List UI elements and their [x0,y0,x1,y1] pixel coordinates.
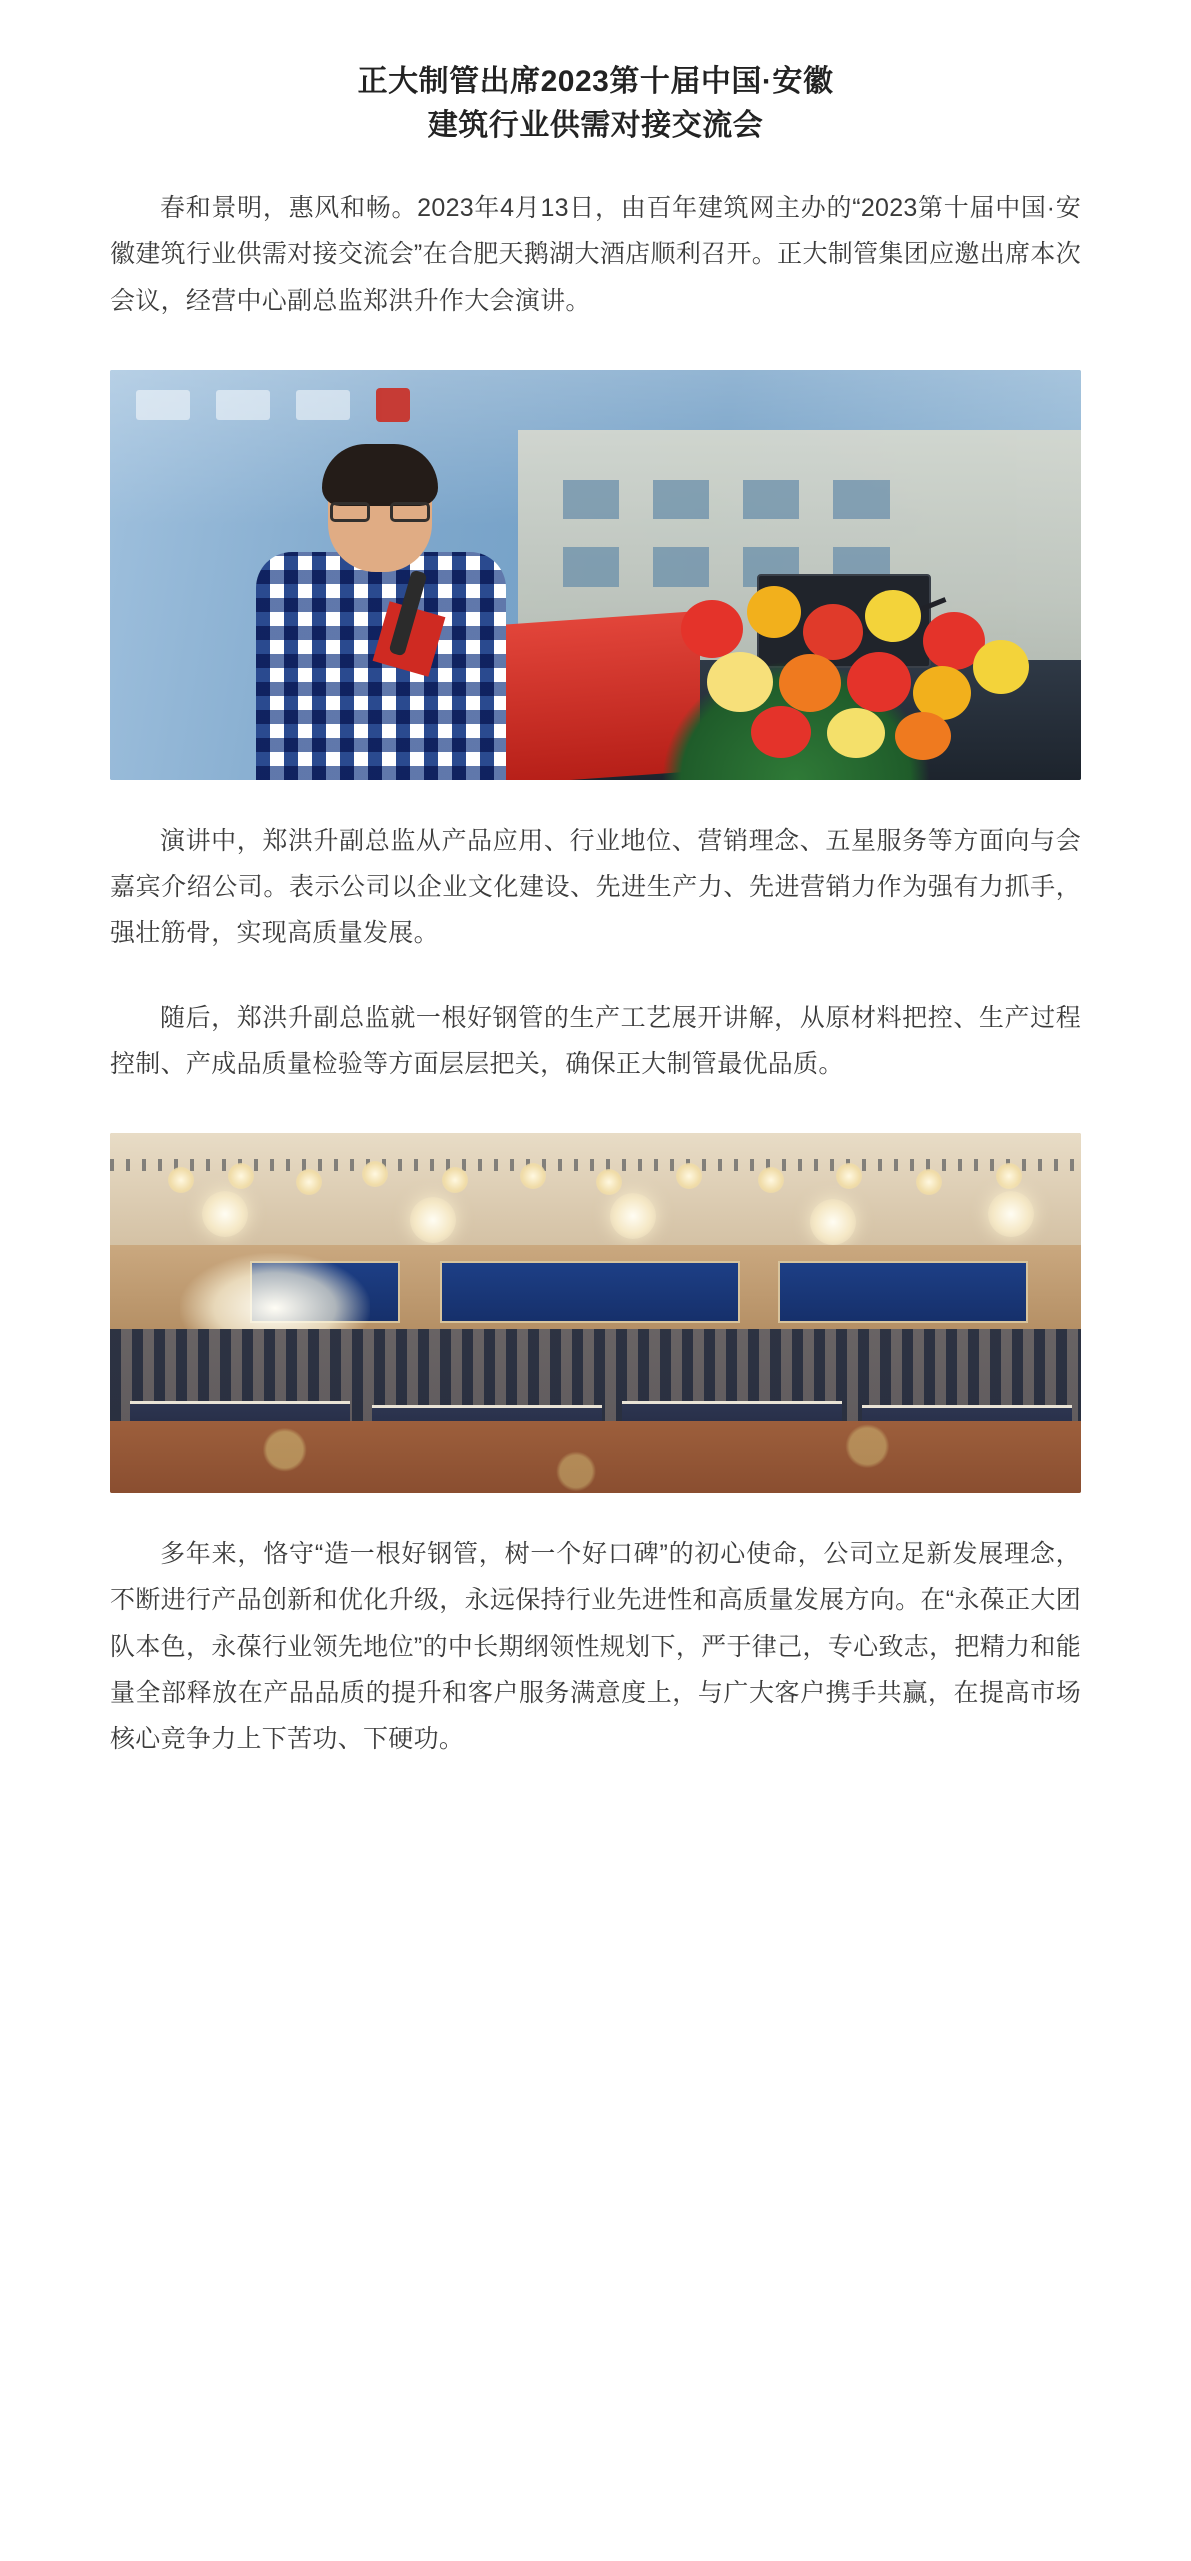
stage-screen-center [440,1261,740,1323]
chandelier [988,1191,1034,1237]
stage-screen-right [778,1261,1028,1323]
paragraph-3: 随后，郑洪升副总监就一根好钢管的生产工艺展开讲解，从原材料把控、生产过程控制、产成品质量检验等方面层层把关，确保正大制管最优品质。 [110,1003,1081,1078]
glasses-icon [330,502,430,522]
article-title [0,0,1191,147]
sponsor-logo-row [136,388,410,422]
conference-hall-canvas [110,1133,1081,1493]
chandelier [810,1199,856,1245]
title-line-2: 建筑行业供需对接交流会 [427,108,764,142]
chandelier [610,1193,656,1239]
article-body-top [0,185,1191,324]
patterned-carpet [110,1421,1081,1493]
sponsor-logo-2 [216,390,270,420]
chandelier [410,1197,456,1243]
lighting-truss [110,1159,1081,1171]
sponsor-logo-3 [296,390,350,420]
flower-bouquet [651,580,1071,780]
speaker-photo-canvas [110,370,1081,780]
speaker-figure [250,450,550,780]
speaker-photo [110,370,1081,780]
chandelier [202,1191,248,1237]
sponsor-logo-4 [376,388,410,422]
title-line-1: 正大制管出席2023第十届中国·安徽 [357,65,834,98]
speaker-hair [322,444,438,506]
paragraph-1: 春和景明，惠风和畅。2023年4月13日，由百年建筑网主办的“2023第十届中国·安徽建筑行业供需对接交流会”在合肥天鹅湖大酒店顺利召开。正大制管集团应邀出席本次会议，经营中心副总监郑洪升作大会演讲。 [110,194,1081,315]
article-body-bottom [0,1531,1191,1762]
article-body-middle [0,818,1191,1087]
paragraph-4: 多年来，恪守“造一根好钢管，树一个好口碑”的初心使命，公司立足新发展理念，不断进行产品创新和优化升级，永远保持行业先进性和高质量发展方向。在“永葆正大团队本色，永葆行业领先地位”的中长期纲领性规划下，严于律己，专心致志，把精力和能量全部释放在产品品质的提升和客户服务满意度上，与广大客户携手共赢，在提高市场核心竞争力上下苦功、下硬功。 [110,1540,1081,1753]
sponsor-logo-1 [136,390,190,420]
plaid-shirt [256,552,506,780]
paragraph-2: 演讲中，郑洪升副总监从产品应用、行业地位、营销理念、五星服务等方面向与会嘉宾介绍公司。表示公司以企业文化建设、先进生产力、先进营销力作为强有力抓手，强壮筋骨，实现高质量发展。 [110,826,1081,948]
conference-hall-photo [110,1133,1081,1493]
